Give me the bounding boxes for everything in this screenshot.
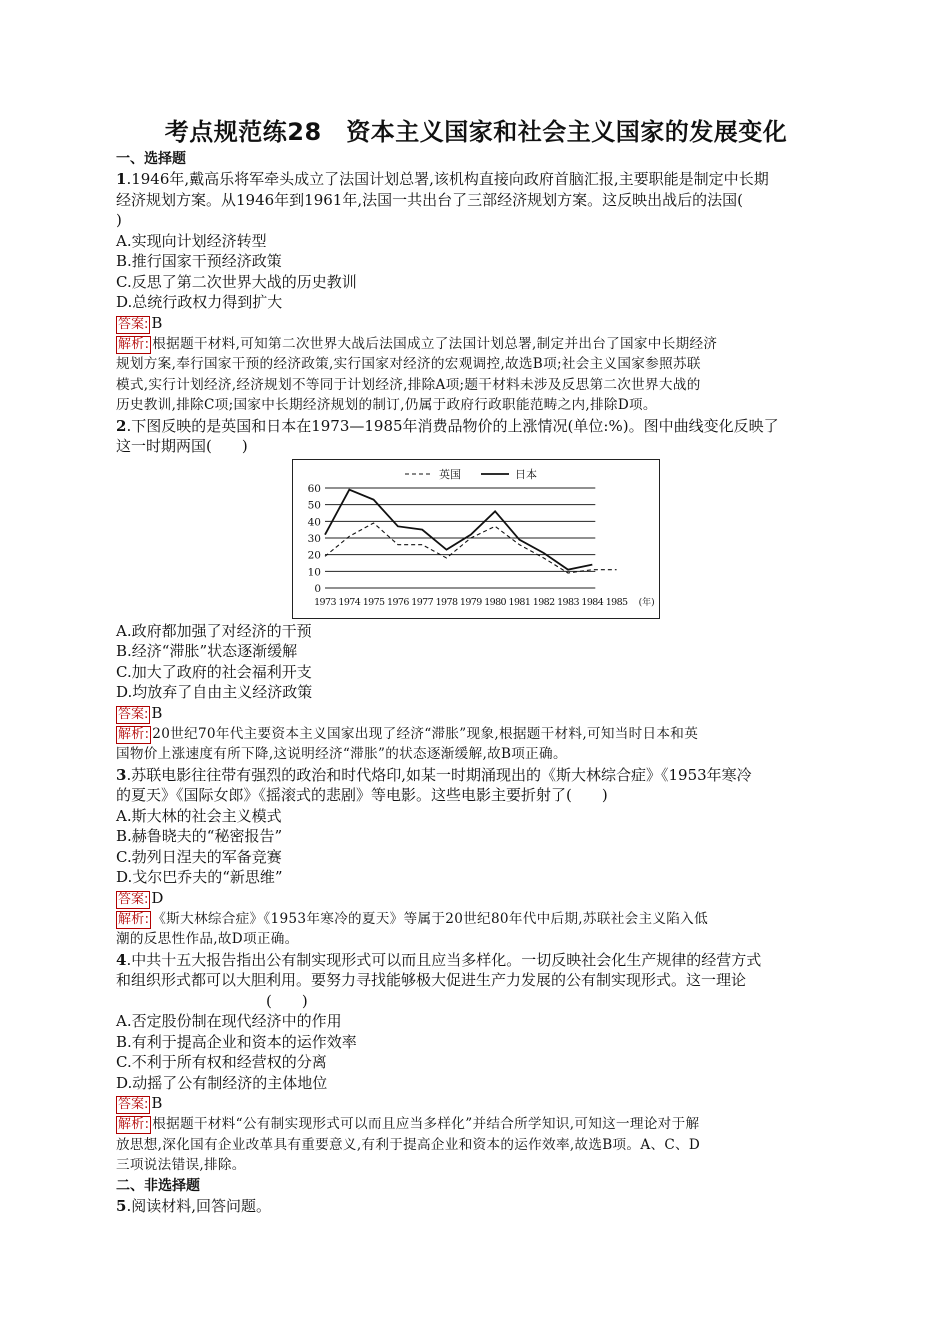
option-c: C.不利于所有权和经营权的分离 [116, 1053, 327, 1071]
answer-value: B [151, 703, 163, 722]
question-text: 的夏天》《国际女郎》《摇滚式的悲剧》等电影。这些电影主要折射了( ) [116, 786, 608, 804]
question-text: .阅读材料,回答问题。 [126, 1196, 271, 1215]
series-line-japan [325, 489, 592, 569]
question-text: .苏联电影往往带有强烈的政治和时代烙印,如某一时期涌现出的《斯大林综合症》《1953年寒冷 [126, 765, 752, 784]
answer-label: 答案: [118, 1097, 149, 1112]
option-d: D.戈尔巴乔夫的“新思维” [116, 868, 283, 886]
question-1 [116, 169, 836, 416]
option-d: D.动摇了公有制经济的主体地位 [116, 1073, 328, 1092]
analysis-text: 根据题干材料,可知第二次世界大战后法国成立了法国计划总署,制定并出台了国家中长期经济 [152, 335, 718, 352]
legend-label-uk: 英国 [439, 467, 461, 481]
option-a: A.实现向计划经济转型 [116, 231, 267, 250]
x-tick-label: 1985 [605, 596, 628, 608]
y-tick-label: 60 [307, 482, 321, 495]
x-tick-label: 1975 [362, 596, 385, 608]
x-tick-label: 1978 [435, 596, 458, 608]
question-text: .下图反映的是英国和日本在1973—1985年消费品物价的上涨情况(单位:%)。图中曲线变化反映了 [126, 416, 779, 435]
x-tick-label: 1976 [387, 596, 409, 608]
analysis-text: 模式,实行计划经济,经济规划不等同于计划经济,排除A项;题干材料未涉及反思第二次世界大战的 [116, 376, 701, 393]
analysis-text: 国物价上涨速度有所下降,这说明经济“滞胀”的状态逐渐缓解,故B项正确。 [116, 746, 567, 762]
question-number: 2 [116, 416, 127, 435]
option-c: C.加大了政府的社会福利开支 [116, 662, 312, 681]
section-heading-nonchoice: 二、非选择题 [116, 1177, 200, 1194]
x-tick-label: 1984 [581, 596, 604, 608]
analysis-text: 根据题干材料“公有制实现形式可以而且应当多样化”并结合所学知识,可知这一理论对于解 [152, 1116, 700, 1132]
page-title: 考点规范练28 资本主义国家和社会主义国家的发展变化 [164, 118, 788, 146]
question-3 [116, 765, 836, 950]
x-tick-label: 1979 [459, 596, 482, 608]
y-tick-label: 10 [307, 565, 321, 578]
option-a: A.斯大林的社会主义模式 [116, 806, 282, 825]
option-d: D.均放弃了自由主义经济政策 [116, 683, 313, 701]
analysis-text: 放思想,深化国有企业改革具有重要意义,有利于提高企业和资本的运作效率,故选B项。A、C、D [116, 1136, 701, 1153]
question-number: 1 [116, 170, 127, 188]
analysis-label: 解析: [118, 911, 150, 927]
worksheet-page [116, 112, 836, 1216]
question-text: .中共十五大报告指出公有制实现形式可以而且应当多样化。一切反映社会化生产规律的经营方式 [126, 950, 762, 969]
x-tick-label: 1982 [532, 596, 555, 608]
option-a: A.政府都加强了对经济的干预 [116, 621, 312, 640]
option-b: B.有利于提高企业和资本的运作效率 [116, 1032, 357, 1051]
series-line-uk [325, 523, 617, 573]
y-tick-label: 0 [314, 582, 321, 595]
option-b: B.经济“滞胀”状态逐渐缓解 [116, 642, 298, 660]
option-c: C.勃列日涅夫的军备竞赛 [116, 847, 282, 866]
option-d: D.总统行政权力得到扩大 [116, 293, 283, 311]
question-text: 这一时期两国( ) [116, 437, 248, 455]
analysis-label: 解析: [118, 1117, 150, 1132]
question-number: 4 [116, 950, 127, 969]
section-heading-choice: 一、选择题 [116, 151, 186, 167]
y-tick-label: 40 [307, 515, 321, 528]
analysis-text: 三项说法错误,排除。 [116, 1157, 246, 1173]
x-tick-label: 1981 [508, 596, 531, 608]
question-text: 和组织形式都可以大胆利用。要努力寻找能够极大促进生产力发展的公有制实现形式。这一理论 [116, 971, 747, 989]
question-text: .1946年,戴高乐将军牵头成立了法国计划总署,该机构直接向政府首脑汇报,主要职能是制定中长期 [126, 170, 769, 188]
question-number: 3 [116, 765, 127, 784]
option-c: C.反思了第二次世界大战的历史教训 [116, 272, 357, 291]
x-axis-label: (年) [638, 597, 655, 608]
y-tick-label: 20 [307, 549, 321, 562]
question-text: ( ) [266, 991, 308, 1010]
x-tick-label: 1980 [484, 596, 506, 608]
x-tick-label: 1983 [557, 596, 579, 608]
x-tick-label: 1973 [314, 596, 336, 608]
question-2 [116, 416, 836, 765]
answer-value: B [151, 313, 163, 332]
answer-label: 答案: [118, 316, 149, 332]
analysis-label: 解析: [118, 336, 150, 352]
option-b: B.赫鲁晓夫的“秘密报告” [116, 827, 283, 845]
question-text: ) [116, 211, 122, 229]
option-a: A.否定股份制在现代经济中的作用 [116, 1012, 342, 1030]
y-tick-label: 50 [307, 499, 321, 512]
answer-label: 答案: [118, 706, 149, 722]
y-tick-label: 30 [307, 532, 321, 545]
x-tick-label: 1974 [338, 596, 361, 608]
analysis-text: 《斯大林综合症》《1953年寒冷的夏天》等属于20世纪80年代中后期,苏联社会主义陷入低 [152, 910, 708, 927]
analysis-text: 潮的反思性作品,故D项正确。 [116, 931, 299, 947]
answer-value: B [151, 1094, 163, 1112]
question-number: 5 [116, 1196, 127, 1215]
question-4 [116, 950, 836, 1176]
question-text: 经济规划方案。从1946年到1961年,法国一共出台了三部经济规划方案。这反映出战后的法国( [116, 190, 743, 209]
analysis-text: 历史教训,排除C项;国家中长期经济规划的制订,仍属于政府行政职能范畴之内,排除D项。 [116, 397, 657, 413]
question-5 [116, 1196, 836, 1217]
chart-svg [293, 460, 659, 618]
option-b: B.推行国家干预经济政策 [116, 252, 282, 270]
answer-value: D [151, 888, 164, 907]
answer-label: 答案: [118, 891, 149, 907]
analysis-text: 20世纪70年代主要资本主义国家出现了经济“滞胀”现象,根据题干材料,可知当时日本和英 [152, 725, 699, 742]
legend-label-japan: 日本 [515, 467, 537, 481]
analysis-text: 规划方案,奉行国家干预的经济政策,实行国家对经济的宏观调控,故选B项;社会主义国家参照苏联 [116, 356, 701, 372]
x-tick-label: 1977 [411, 596, 434, 608]
price-line-chart [292, 459, 660, 619]
analysis-label: 解析: [118, 726, 150, 742]
